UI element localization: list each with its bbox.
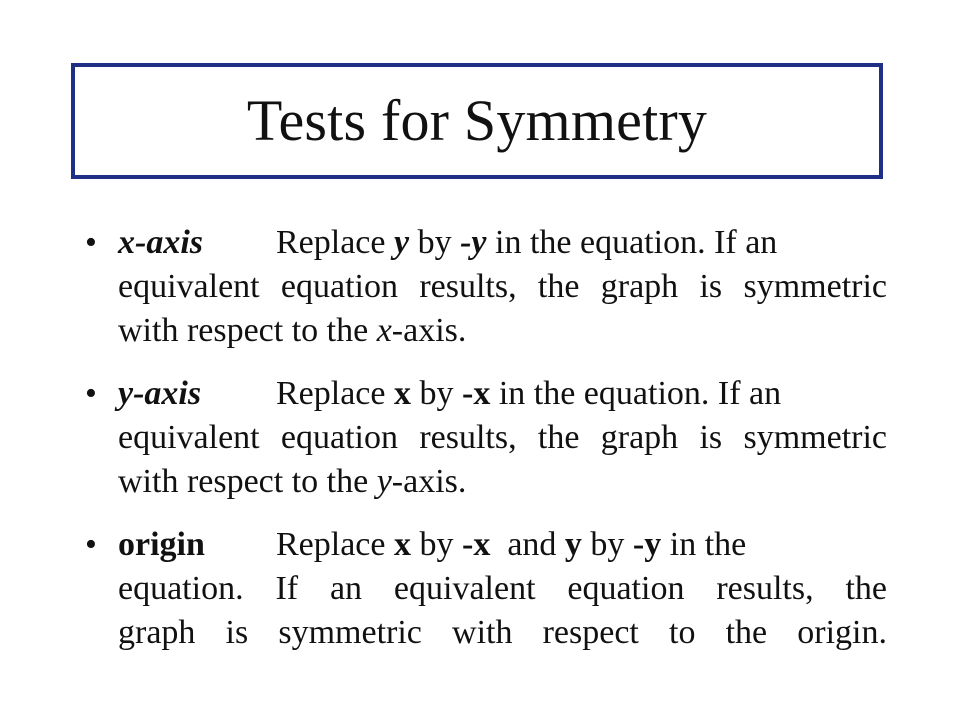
- bullet-y-axis: [77, 372, 887, 504]
- bullet-origin: [77, 523, 887, 655]
- symmetry-tests-list: [77, 221, 887, 655]
- slide-title: Tests for Symmetry: [246, 88, 708, 153]
- title-box: [71, 63, 883, 179]
- x-axis-line-2: equivalent equation results, the graph is symmetric: [118, 268, 887, 305]
- x-axis-term: x-axis: [118, 224, 203, 261]
- bullet-dot-icon: •: [85, 224, 97, 261]
- origin-line-3: graph is symmetric with respect to the origin.: [118, 614, 887, 651]
- y-axis-line-2: equivalent equation results, the graph is symmetric: [118, 419, 887, 456]
- y-axis-term: y-axis: [118, 375, 202, 412]
- origin-line-1: origin Replace x by -x and y by -y in the: [118, 523, 887, 567]
- y-axis-line-1: y-axis Replace x by -x in the equation. If an: [118, 372, 887, 416]
- origin-term: origin: [118, 526, 205, 563]
- x-axis-line-3: with respect to the x-axis.: [118, 312, 467, 349]
- bullet-dot-icon: •: [85, 526, 97, 563]
- origin-line-2: equation. If an equivalent equation results, the: [118, 570, 887, 607]
- bullet-x-axis: [77, 221, 887, 353]
- y-axis-line-3: with respect to the y-axis.: [118, 463, 467, 500]
- x-axis-line-1: x-axis Replace y by -y in the equation. If an: [118, 221, 887, 265]
- bullet-dot-icon: •: [85, 375, 97, 412]
